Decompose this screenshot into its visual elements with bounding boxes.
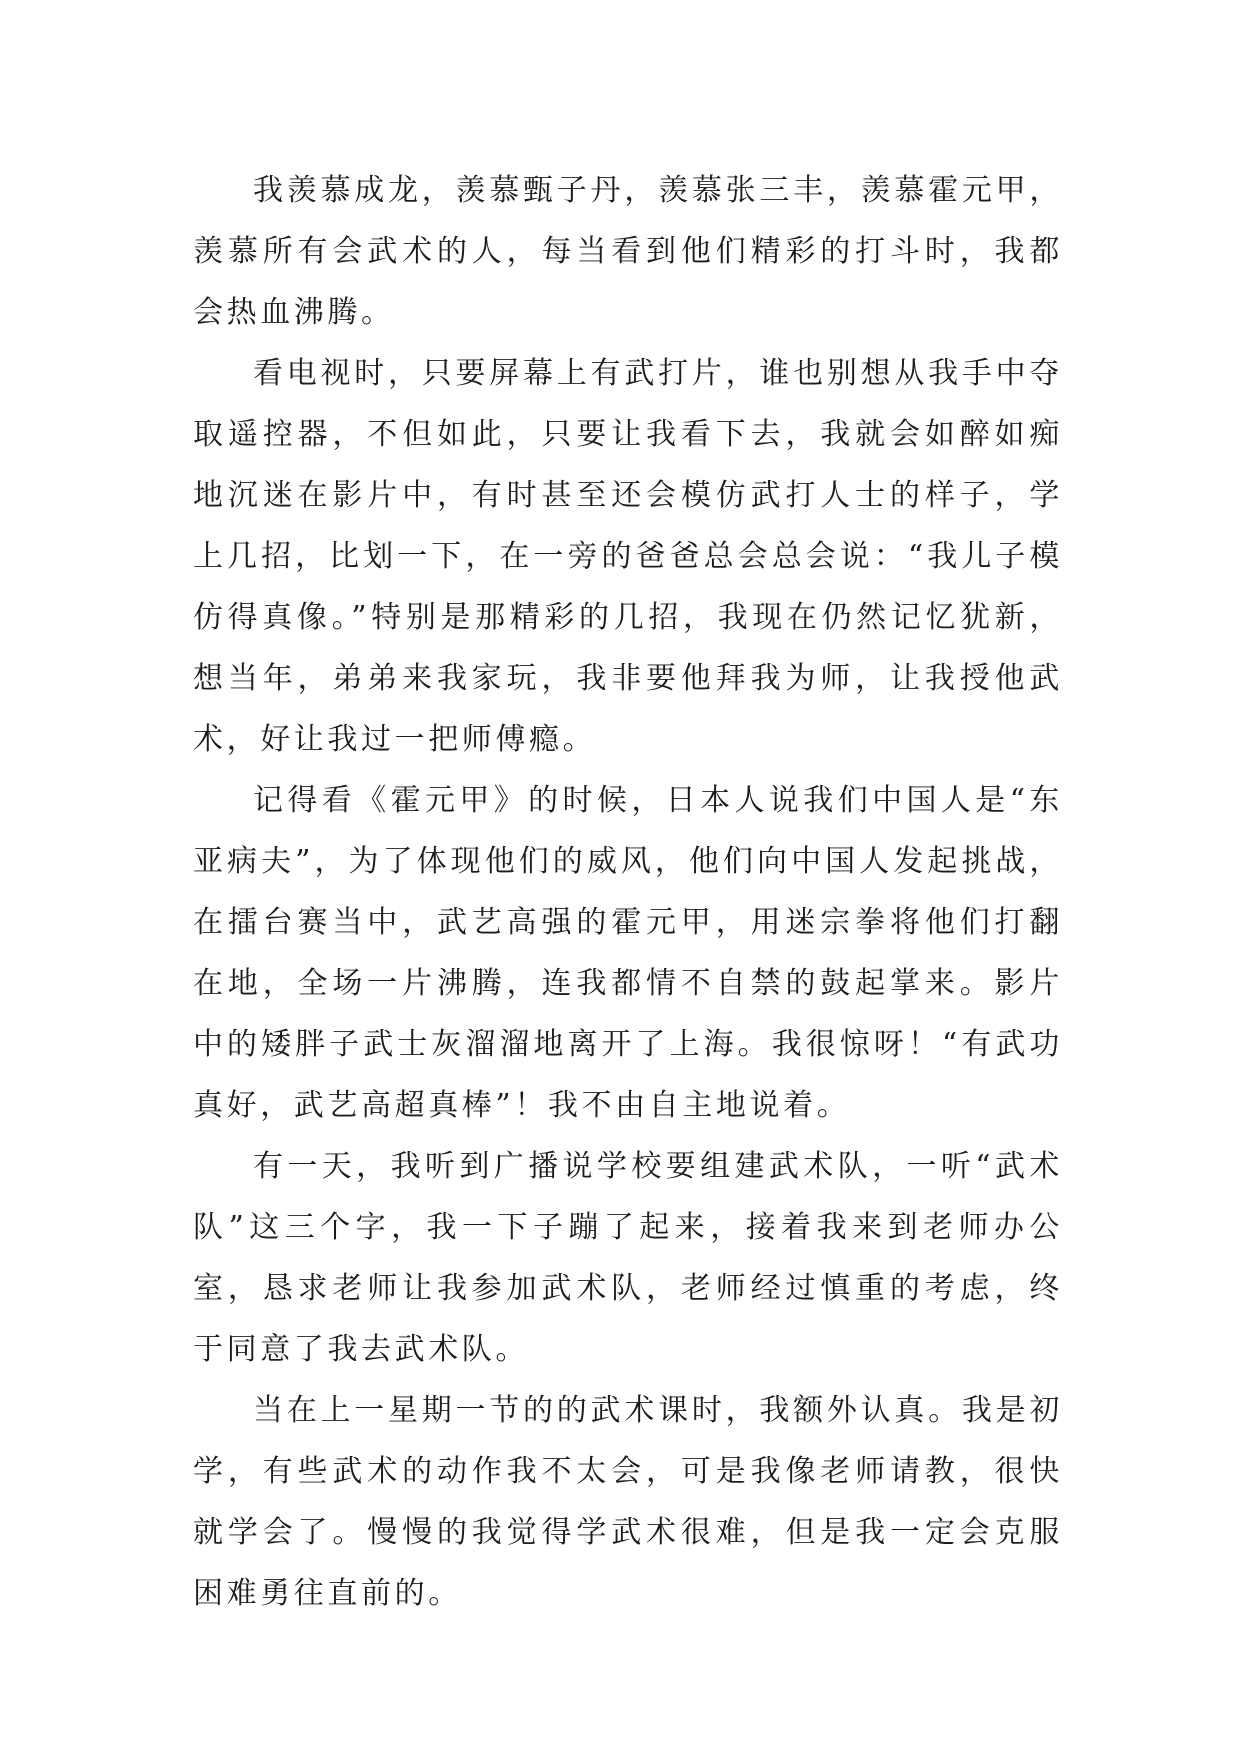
paragraph-2: 看电视时，只要屏幕上有武打片，谁也别想从我手中夺取遥控器，不但如此，只要让我看下去，我就会如醉如痴地沉迷在影片中，有时甚至还会模仿武打人士的样子，学上几招，比划一下，在一旁的爸爸总会总会说：“我儿子模仿得真像。”特别是那精彩的几招，我现在仍然记忆犹新，想当年，弟弟来我家玩，我非要他拜我为师，让我授他武术，好让我过一把师傅瘾。 [193, 356, 1063, 757]
paragraph-4: 有一天，我听到广播说学校要组建武术队，一听“武术队”这三个字，我一下子蹦了起来，接着我来到老师办公室，恳求老师让我参加武术队，老师经过慎重的考虑，终于同意了我去武术队。 [193, 1149, 1063, 1367]
document-body [193, 160, 1063, 1624]
paragraph-5: 当在上一星期一节的的武术课时，我额外认真。我是初学，有些武术的动作我不太会，可是我像老师请教，很快就学会了。慢慢的我觉得学武术很难，但是我一定会克服困难勇往直前的。 [193, 1393, 1063, 1611]
paragraph-1: 我羡慕成龙，羡慕甄子丹，羡慕张三丰，羡慕霍元甲，羡慕所有会武术的人，每当看到他们精彩的打斗时，我都会热血沸腾。 [193, 173, 1063, 330]
paragraph-3: 记得看《霍元甲》的时候，日本人说我们中国人是“东亚病夫”，为了体现他们的威风，他们向中国人发起挑战，在擂台赛当中，武艺高强的霍元甲，用迷宗拳将他们打翻在地，全场一片沸腾，连我都情不自禁的鼓起掌来。影片中的矮胖子武士灰溜溜地离开了上海。我很惊呀！“有武功真好，武艺高超真棒”！我不由自主地说着。 [193, 783, 1063, 1123]
